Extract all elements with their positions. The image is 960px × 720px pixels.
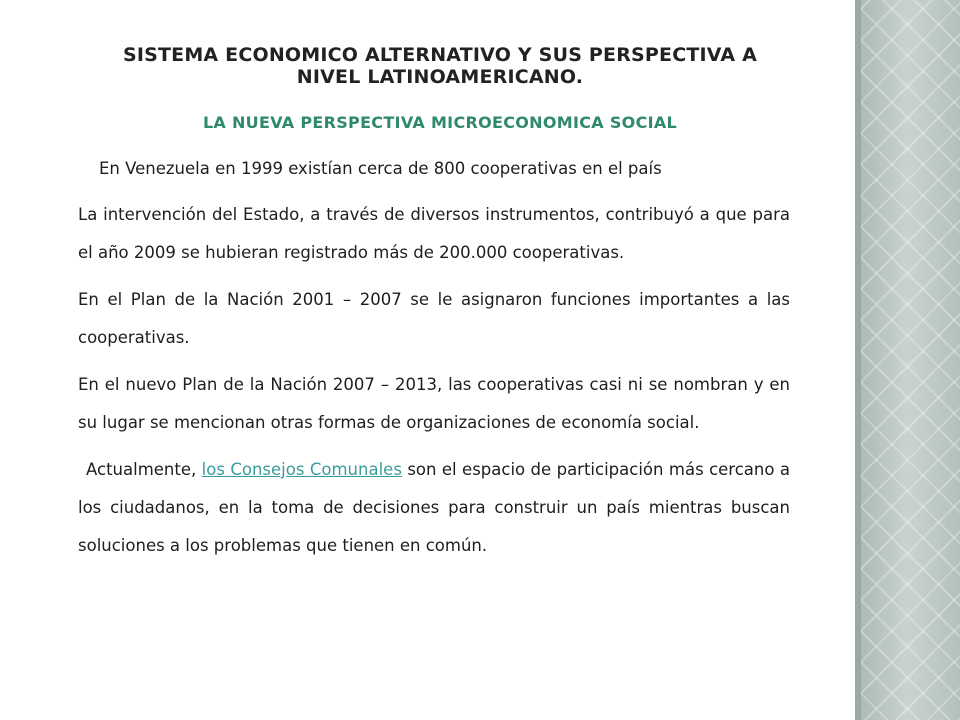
- paragraph-4: En el nuevo Plan de la Nación 2007 – 2013, las cooperativas casi ni se nombran y en su lugar se mencionan otras formas de organizaciones de economía social.: [78, 375, 790, 432]
- paragraph-1: En Venezuela en 1999 existían cerca de 800 cooperativas en el país: [99, 159, 662, 178]
- paragraph-5: [78, 451, 790, 565]
- paragraph-5-rest: son el espacio de participación más cercano a los ciudadanos, en la toma de decisiones para construir un país mientras buscan soluciones a los problemas que tienen en común.: [78, 460, 790, 555]
- paragraph-3: En el Plan de la Nación 2001 – 2007 se le asignaron funciones importantes a las cooperativas.: [78, 290, 790, 347]
- decorative-side-band: [855, 0, 960, 720]
- consejos-comunales-link[interactable]: los Consejos Comunales: [201, 460, 402, 479]
- body-text: [78, 150, 790, 574]
- slide-title: SISTEMA ECONOMICO ALTERNATIVO Y SUS PERSPECTIVA A NIVEL LATINOAMERICANO.: [122, 44, 758, 88]
- slide-subtitle: LA NUEVA PERSPECTIVA MICROECONOMICA SOCIAL: [202, 113, 678, 132]
- side-band-edge: [855, 0, 861, 720]
- paragraph-2: La intervención del Estado, a través de diversos instrumentos, contribuyó a que para el año 2009 se hubieran registrado más de 200.000 cooperativas.: [78, 205, 790, 262]
- paragraph-5-lead: Actualmente,: [86, 460, 202, 479]
